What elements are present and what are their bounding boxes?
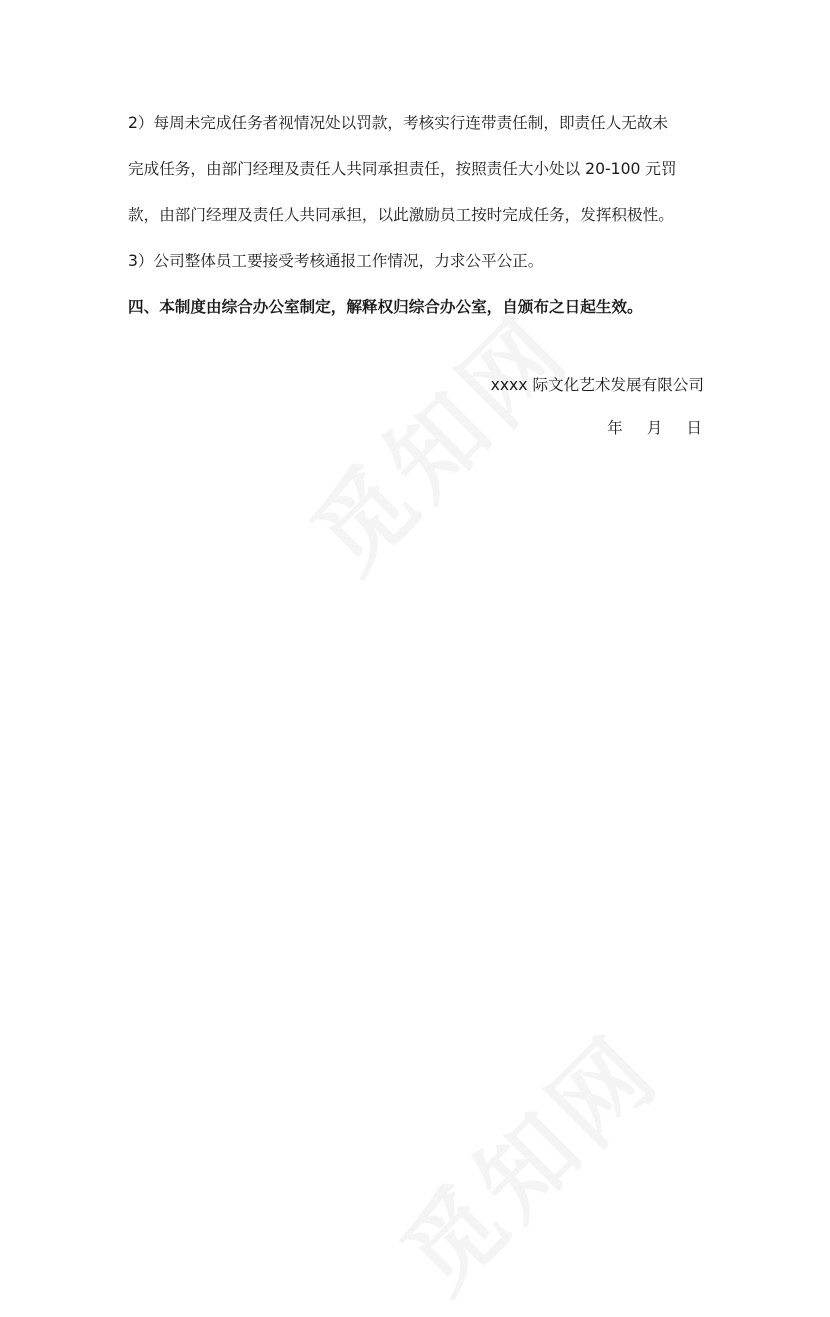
- watermark: [367, 1000, 684, 1317]
- date-day: 日: [686, 419, 704, 437]
- section-heading: 四、本制度由综合办公室制定，解释权归综合办公室，自颁布之日起生效。: [128, 298, 643, 316]
- signature-company: xxxx 际文化艺术发展有限公司: [490, 376, 704, 394]
- date-year: 年: [607, 419, 625, 437]
- date-month: 月: [646, 419, 665, 437]
- document-body: [128, 100, 708, 330]
- signature-date: [607, 416, 704, 438]
- paragraph-line: 3）公司整体员工要接受考核通报工作情况，力求公平公正。: [128, 252, 544, 270]
- paragraph-line: 2）每周未完成任务者视情况处以罚款，考核实行连带责任制，即责任人无故未: [128, 114, 669, 132]
- paragraph-line: 款，由部门经理及责任人共同承担，以此激励员工按时完成任务，发挥积极性。: [128, 206, 674, 224]
- paragraph-line: 完成任务，由部门经理及责任人共同承担责任，按照责任大小处以 20-100 元罚: [128, 160, 677, 178]
